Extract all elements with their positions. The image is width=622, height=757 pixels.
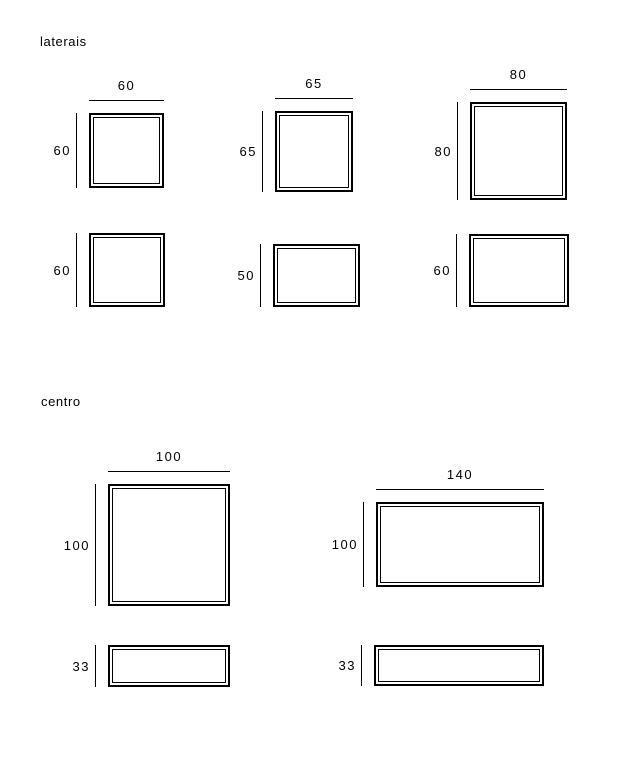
- tabletop-inner-edge: [473, 238, 565, 303]
- figure-centro-140x100: [331, 467, 544, 587]
- dimension-height-line: [95, 645, 96, 687]
- section-label-laterais: laterais: [40, 34, 87, 49]
- tabletop-inner-edge: [112, 649, 226, 683]
- dimension-width-label: 60: [117, 78, 136, 93]
- dimension-width-label: 100: [155, 449, 183, 464]
- dimension-height-line: [76, 233, 77, 307]
- dimension-width-label: 80: [509, 67, 528, 82]
- dimension-height-line: [262, 111, 263, 192]
- figure-centro-height-33-right: [338, 645, 544, 686]
- dimension-height-label: 60: [433, 263, 451, 278]
- dimension-width-line: [275, 98, 353, 99]
- dimension-height-label: 33: [338, 658, 356, 673]
- tabletop-inner-edge: [93, 117, 160, 184]
- tabletop-inner-edge: [380, 506, 540, 583]
- dimension-width-line: [470, 89, 567, 90]
- figure-lateral-height-60-right: [433, 234, 569, 307]
- tabletop-inner-edge: [279, 115, 349, 188]
- dimension-height-label: 33: [72, 658, 90, 674]
- section-label-centro: centro: [41, 394, 81, 409]
- dimension-width-label: 140: [446, 467, 474, 482]
- tabletop-inner-edge: [93, 237, 161, 303]
- figure-lateral-height-60-left: [53, 233, 165, 307]
- figure-lateral-80x80: [434, 67, 567, 200]
- tabletop-inner-edge: [112, 488, 226, 602]
- figure-centro-100x100: [63, 449, 230, 606]
- figure-lateral-height-50: [237, 244, 360, 307]
- dimension-height-line: [76, 113, 77, 188]
- dimension-height-label: 60: [53, 143, 71, 158]
- dimension-height-label: 50: [237, 268, 255, 283]
- figure-lateral-60x60: [53, 78, 164, 188]
- dimension-height-line: [95, 484, 96, 606]
- dimension-width-line: [89, 100, 164, 101]
- dimension-width-label: 65: [305, 76, 323, 91]
- tabletop-inner-edge: [378, 649, 540, 682]
- dimension-height-label: 60: [53, 262, 71, 278]
- dimension-height-line: [456, 234, 457, 307]
- dimension-height-line: [363, 502, 364, 587]
- dimension-height-label: 100: [331, 537, 358, 552]
- dimension-height-line: [260, 244, 261, 307]
- figure-centro-height-33-left: [72, 645, 230, 687]
- dimension-height-label: 100: [63, 537, 90, 553]
- dimension-height-line: [361, 645, 362, 686]
- dimension-height-label: 80: [434, 143, 452, 159]
- dimension-height-label: 65: [239, 144, 257, 159]
- dimension-height-line: [457, 102, 458, 200]
- tabletop-inner-edge: [474, 106, 563, 196]
- tabletop-inner-edge: [277, 248, 356, 303]
- dimension-width-line: [108, 471, 230, 472]
- dimension-width-line: [376, 489, 544, 490]
- figure-lateral-65x65: [239, 76, 353, 192]
